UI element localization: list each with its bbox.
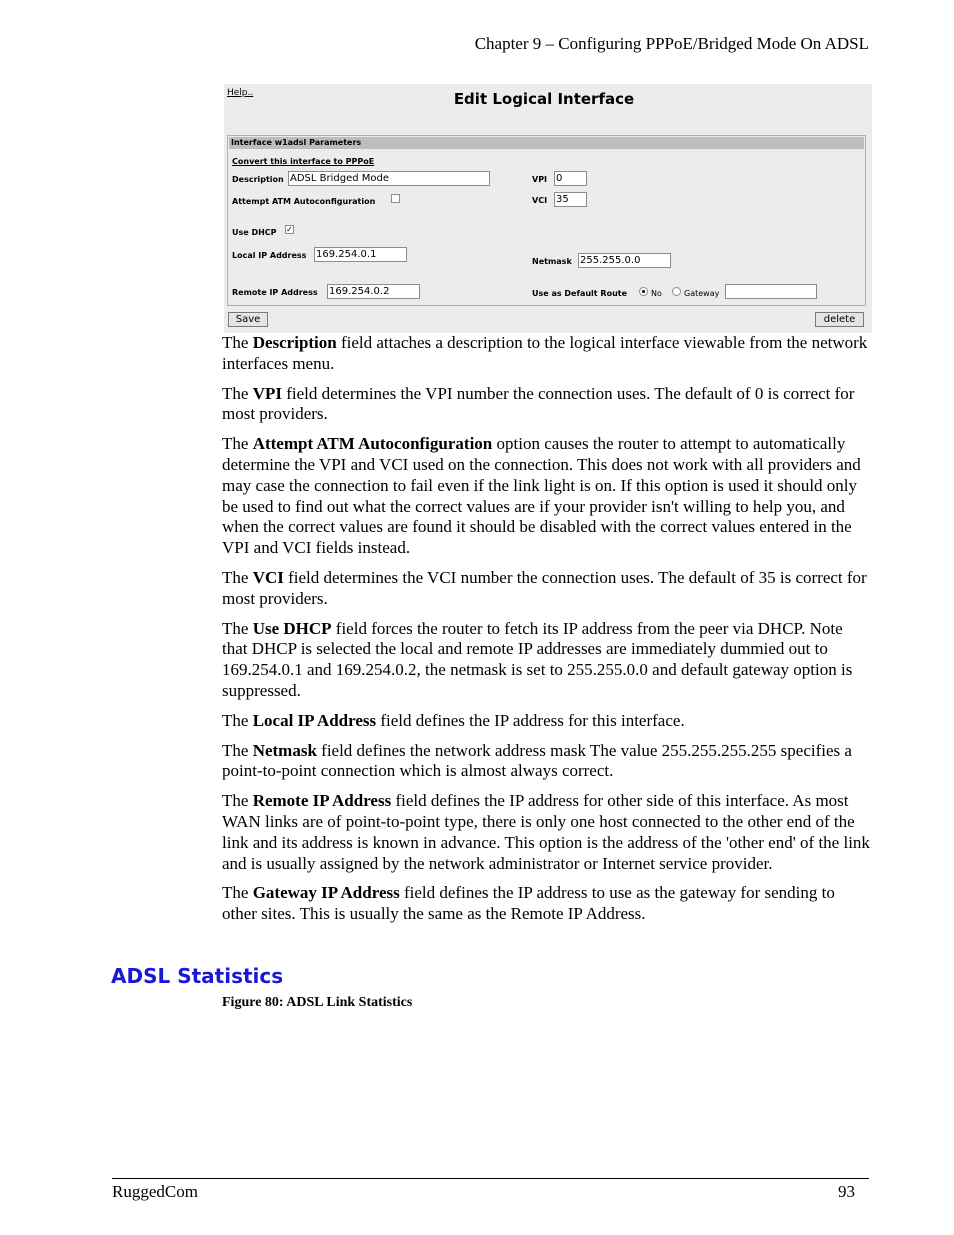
paragraph-gateway-ip: The Gateway IP Address field defines the IP address to use as the gateway for sending to other sites. This is usually the same as the Remote IP Address. xyxy=(222,883,835,924)
convert-to-pppoe-link[interactable]: Convert this interface to PPPoE xyxy=(232,157,375,166)
local-ip-input[interactable]: 169.254.0.1 xyxy=(314,247,407,262)
vpi-input[interactable]: 0 xyxy=(554,171,587,186)
section-heading: ADSL Statistics xyxy=(111,964,284,988)
paragraph-atm-autoconfig: The Attempt ATM Autoconfiguration option causes the router to attempt to automatically determine the VPI and VCI used on the connection. This does not work with all providers and may case the connection to fail even if the link light is on. If this option is used it should only be used to find out what the correct values are if your provider isn't willing to help you, and when the correct values are found it should be disabled with the correct values entered in the VPI and VCI fields instead. xyxy=(222,434,861,558)
use-dhcp-checkbox[interactable]: ✓ xyxy=(286,225,293,234)
remote-ip-input[interactable]: 169.254.0.2 xyxy=(327,284,420,299)
edit-logical-interface-screenshot xyxy=(224,84,872,333)
local-ip-label: Local IP Address xyxy=(232,251,307,260)
use-dhcp-label: Use DHCP xyxy=(232,228,277,237)
figure-caption: Figure 80: ADSL Link Statistics xyxy=(222,995,413,1010)
body-text xyxy=(222,333,872,934)
chapter-header: Chapter 9 – Configuring PPPoE/Bridged Mode On ADSL xyxy=(474,34,869,53)
page-number: 93 xyxy=(838,1182,855,1201)
delete-button[interactable]: delete xyxy=(815,312,864,327)
paragraph-vpi: The VPI field determines the VPI number the connection uses. The default of 0 is correct for most providers. xyxy=(222,383,855,424)
paragraph-vci: The VCI field determines the VCI number the connection uses. The default of 35 is correct for most providers. xyxy=(222,567,867,608)
save-button[interactable]: Save xyxy=(228,312,268,327)
default-route-gateway-radio[interactable] xyxy=(672,287,681,296)
vci-label: VCI xyxy=(532,196,548,205)
help-link[interactable]: Help.. xyxy=(227,88,254,98)
default-route-no-radio[interactable] xyxy=(639,287,648,296)
netmask-label: Netmask xyxy=(532,257,572,266)
form-title: Edit Logical Interface xyxy=(453,90,635,108)
parameters-panel xyxy=(227,135,866,306)
gateway-input[interactable] xyxy=(725,284,817,299)
default-route-no-text: No xyxy=(651,289,662,298)
default-route-gateway-text: Gateway xyxy=(684,289,720,298)
atm-autoconfig-label: Attempt ATM Autoconfiguration xyxy=(232,197,376,206)
paragraph-description: The Description field attaches a description to the logical interface viewable from the network interfaces menu. xyxy=(222,333,868,373)
default-route-label: Use as Default Route xyxy=(532,289,628,298)
vpi-label: VPI xyxy=(532,175,548,184)
description-label: Description xyxy=(232,175,284,184)
remote-ip-label: Remote IP Address xyxy=(232,288,318,297)
footer-divider xyxy=(112,1178,869,1179)
vci-input[interactable]: 35 xyxy=(554,192,587,207)
netmask-input[interactable]: 255.255.0.0 xyxy=(578,253,671,268)
paragraph-remote-ip: The Remote IP Address field defines the IP address for other side of this interface. As most WAN links are of point-to-point type, there is only one host connected to the other end of the link and its address is known in advance. This option is the address of the 'other end' of the link and is usually assigned by the network administrator or Internet service provider. xyxy=(222,791,870,873)
description-input[interactable]: ADSL Bridged Mode xyxy=(288,171,490,186)
paragraph-use-dhcp: The Use DHCP field forces the router to fetch its IP address from the peer via DHCP. Note that DHCP is selected the local and remote IP addresses are immediately dummied out to 169.254.0.1 and 169.254.0.2, the netmask is set to 255.255.0.0 and default gateway option is suppressed. xyxy=(222,618,853,700)
panel-title: Interface w1adsl Parameters xyxy=(229,137,864,149)
footer-company: RuggedCom xyxy=(112,1182,198,1201)
paragraph-netmask: The Netmask field defines the network address mask The value 255.255.255.255 specifies a point-to-point connection which is almost always correct. xyxy=(222,740,852,781)
paragraph-local-ip: The Local IP Address field defines the IP address for this interface. xyxy=(222,710,685,730)
atm-autoconfig-checkbox[interactable] xyxy=(391,194,400,203)
